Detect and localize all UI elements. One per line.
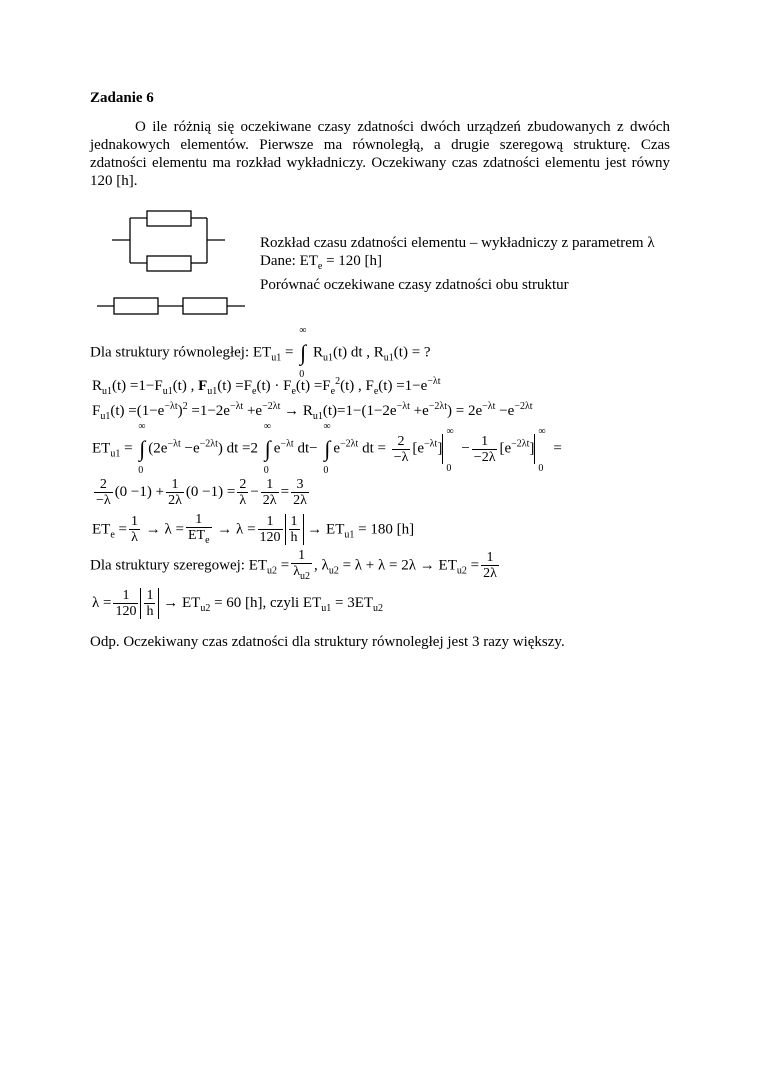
parallel-element-top (147, 211, 191, 226)
formula-reliability: $R_{u1}(t) =1-F_{u1}(t)$ , $F_{u1}(t) =F_e(t) \cdot F_e(t) =F_e^2(t)$ , $F_e(t) =1-e^{-\lambda t}$ (92, 376, 441, 397)
answer-line: Odp. Oczekiwany czas zdatności dla struktury równoległej jest 3 razy większy. (90, 634, 565, 650)
problem-statement (90, 118, 670, 190)
formula-expectation: $ET_{u1}$ = ∫ ∞ 0 $(2e^{-\lambda t} -e^{-2\lambda t})$ dt =2 ∫ ∞ 0 $e^{-\lambda t}$ dt− ∫ ∞ 0 $e^{-2\lambda t}$ dt = $\frac{2}{-\lambda}$ $[e^{-\lambda t}]$ ∞ 0 − $\frac{1}{-2\lambda}$ $[e^{-2\lambda t}]$ ∞ 0 = (92, 421, 562, 476)
given-line-1: Rozkład czasu zdatności elementu – wykładniczy z parametrem λ (260, 235, 655, 251)
integral-sign: ∫ ∞ 0 (299, 325, 307, 380)
parallel-element-bottom (147, 256, 191, 271)
formula-cdf: $F_{u1}(t) =(1-e^{-\lambda t})^2 =1-2e^{-\lambda t} +e^{-2\lambda t} \to R_{u1}(t)=1-(1-2e^{-\lambda t} +e^{-2\lambda t}) = 2e^{-\lambda t} -e^{-2\lambda t}$ (92, 401, 533, 422)
formula-lambda: $ET_e$ = $\frac{1}{\lambda}$ → λ = $\frac{1}{ET_e}$ → λ = $\frac{1}{120}$ $\frac{1}{h}$ → $ET_{u1} = 180$ [h] (92, 512, 415, 546)
parallel-intro-line: Dla struktury równoległej: $ET_{u1}$ = ∫ ∞ 0 $R_{u1}(t)$ dt , $R_{u1}(t)$ = ? (90, 325, 431, 380)
formula-evaluation: $\frac{2}{-\lambda}$ (0 −1) + $\frac{1}{2\lambda}$ (0 −1) = $\frac{2}{\lambda}$ − $\frac{1}{2\lambda}$ = $\frac{3}{2\lambda}$ (96, 477, 307, 508)
given-block (260, 234, 655, 294)
serial-line: Dla struktury szeregowej: $ET_{u2}$ = $\frac{1}{\lambda_{u2}}$ , $\lambda_{u2} = \lambda + \lambda = 2\lambda \to ET_{u2}$ = $\frac{1}{2\lambda}$ (90, 548, 497, 582)
serial-result-line: λ = $\frac{1}{120}$ $\frac{1}{h}$ → $ET_{u2} = 60$ [h], czyli $ET_{u1} = 3ET_{u2}$ (92, 588, 384, 619)
problem-text: O ile różnią się oczekiwane czasy zdatności dwóch urządzeń zbudowanych z dwóch jednakowych elementów. Pierwsze ma równoległą, a drugie szeregową strukturę. Czas zdatności elementu ma rozkład wykładniczy. Oczekiwany czas zdatności elementu jest równy 120 [h]. (90, 119, 670, 189)
given-line-3: Porównać oczekiwane czasy zdatności obu struktur (260, 277, 569, 293)
serial-element-2 (183, 298, 227, 314)
serial-element-1 (114, 298, 158, 314)
task-heading: Zadanie 6 (90, 90, 154, 106)
structure-diagram (95, 205, 255, 320)
given-line-2: Dane: $ET_e = 120$ [h] (260, 253, 383, 272)
